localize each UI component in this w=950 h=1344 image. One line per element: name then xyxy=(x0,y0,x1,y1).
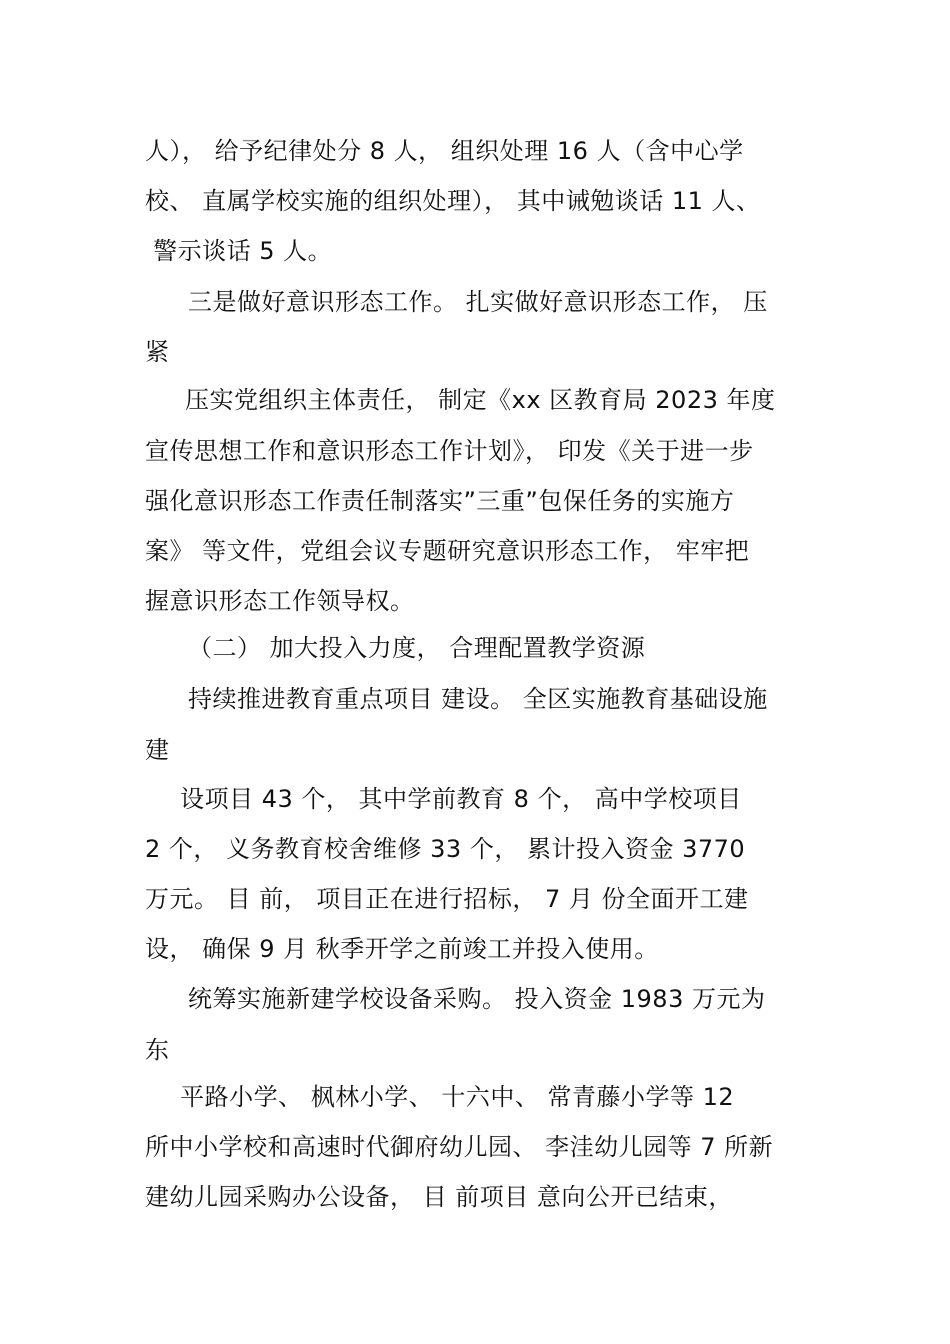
text-line: 压实党组织主体责任， 制定《xx 区教育局 2023 年度 xyxy=(185,386,776,414)
text-line: 警示谈话 5 人。 xyxy=(145,237,333,265)
text-line: 东 xyxy=(145,1036,170,1064)
text-line: 统筹实施新建学校设备采购。 投入资金 1983 万元为 xyxy=(188,985,766,1013)
text-line: 所中小学校和高速时代御府幼儿园、 李洼幼儿园等 7 所新 xyxy=(145,1133,774,1161)
text-line: 持续推进教育重点项目 建设。 全区实施教育基础设施 xyxy=(188,685,768,713)
text-line: 握意识形态工作领导权。 xyxy=(145,587,415,615)
text-line: 人）， 给予纪律处分 8 人， 组织处理 16 人（含中心学 xyxy=(145,137,744,165)
text-line: 万元。 目 前， 项目正在进行招标， 7 月 份全面开工建 xyxy=(145,885,749,913)
text-line: 建幼儿园采购办公设备， 目 前项目 意向公开已结束， xyxy=(145,1183,733,1211)
text-line: 宣传思想工作和意识形态工作计划》， 印发《关于进一步 xyxy=(145,437,754,465)
text-line: 校、 直属学校实施的组织处理）， 其中诫勉谈话 11 人、 xyxy=(145,187,761,215)
text-line: 设项目 43 个， 其中学前教育 8 个， 高中学校项目 xyxy=(172,785,742,813)
text-line: 2 个， 义务教育校舍维修 33 个， 累计投入资金 3770 xyxy=(145,835,746,863)
text-line: 紧 xyxy=(145,338,170,366)
text-line: 案》 等文件，党组会议专题研究意识形态工作， 牢牢把 xyxy=(145,537,750,565)
section-heading: （二） 加大投入力度， 合理配置教学资源 xyxy=(188,634,646,662)
text-line: 建 xyxy=(145,736,170,764)
text-line: 设， 确保 9 月 秋季开学之前竣工并投入使用。 xyxy=(145,935,659,963)
text-line: 强化意识形态工作责任制落实”三重”包保任务的实施方 xyxy=(145,487,735,515)
text-line: 三是做好意识形态工作。 扎实做好意识形态工作， 压 xyxy=(188,288,768,316)
text-line: 平路小学、 枫林小学、 十六中、 常青藤小学等 12 xyxy=(172,1083,735,1111)
